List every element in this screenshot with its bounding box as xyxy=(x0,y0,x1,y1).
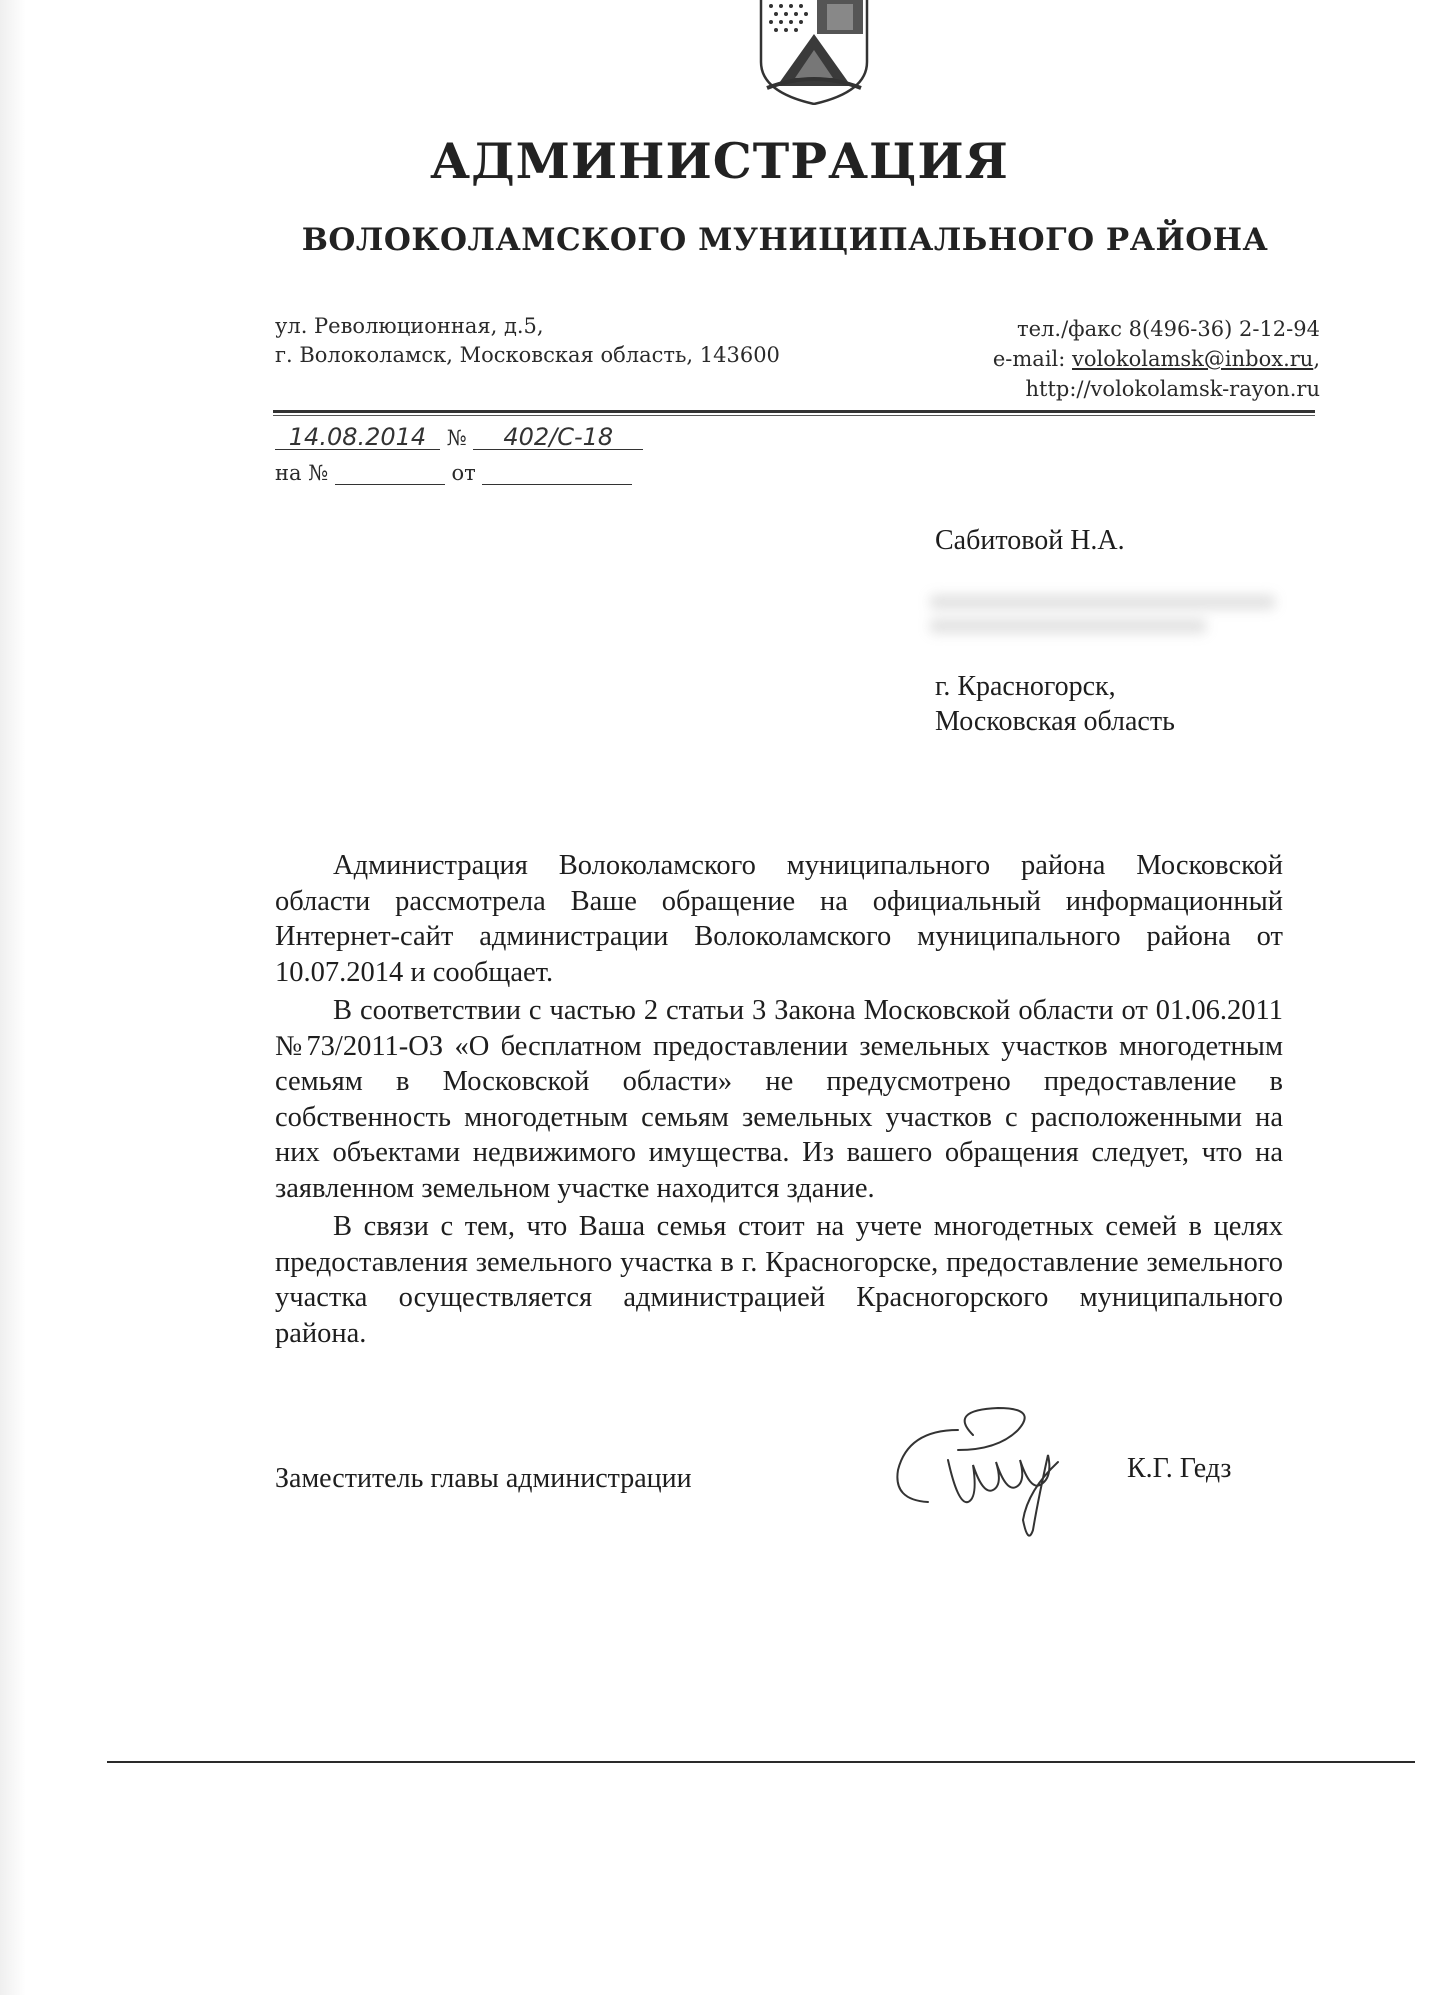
signer-name: К.Г. Гедз xyxy=(1127,1453,1232,1484)
outgoing-number: 402/С-18 xyxy=(473,425,643,450)
recipient-region: Московская область xyxy=(935,706,1175,737)
recipient-name: Сабитовой Н.А. xyxy=(935,525,1125,556)
letter-body xyxy=(275,848,1283,1354)
sender-address xyxy=(275,312,780,370)
phone-fax: тел./факс 8(496-36) 2-12-94 xyxy=(1017,317,1320,341)
website-link[interactable]: http://volokolamsk-rayon.ru xyxy=(1025,377,1320,401)
email-line xyxy=(993,344,1320,374)
page-subtitle: ВОЛОКОЛАМСКОГО МУНИЦИПАЛЬНОГО РАЙОНА xyxy=(301,222,1269,258)
reply-from-label: от xyxy=(451,461,476,485)
reply-number-label: на № xyxy=(275,461,329,485)
header-divider xyxy=(273,410,1315,413)
outgoing-registration xyxy=(275,425,643,450)
coat-of-arms-icon xyxy=(757,0,871,105)
outgoing-date: 14.08.2014 xyxy=(275,425,440,450)
body-paragraph: В связи с тем, что Ваша семья стоит на учете многодетных семей в целях предоставления земельного участка в г. Красногорске, предоставление земельного участка осуществляется администрацией Красногорского муниципального района. xyxy=(275,1211,1283,1349)
address-line: ул. Революционная, д.5, xyxy=(275,314,544,338)
page-title: АДМИНИСТРАЦИЯ xyxy=(430,132,1009,190)
number-label: № xyxy=(446,426,467,450)
footer-divider xyxy=(107,1761,1415,1763)
scan-edge xyxy=(0,0,26,1995)
reply-date-blank xyxy=(482,460,632,485)
redacted-address xyxy=(930,595,1275,655)
email-link[interactable]: volokolamsk@inbox.ru xyxy=(1072,347,1314,371)
email-suffix: , xyxy=(1313,347,1320,371)
signer-position: Заместитель главы администрации xyxy=(275,1463,692,1494)
handwritten-signature-icon xyxy=(888,1390,1078,1540)
header-divider-thin xyxy=(273,415,1315,416)
sender-contacts xyxy=(993,314,1320,404)
address-line: г. Волоколамск, Московская область, 143600 xyxy=(275,343,780,367)
recipient-city: г. Красногорск, xyxy=(935,671,1116,702)
body-paragraph: В соответствии с частью 2 статьи 3 Закона Московской области от 01.06.2011 №73/2011-ОЗ «О бесплатном предоставлении земельных участков многодетным семьям в Московской области» не предусмотрено предоставление в собственность многодетным семьям земельных участков с расположенными на них объектами недвижимого имущества. Из вашего обращения следует, что на заявленном земельном участке находится здание. xyxy=(275,995,1283,1204)
reply-number-blank xyxy=(335,460,445,485)
body-paragraph: Администрация Волоколамского муниципального района Московской области рассмотрела Ваше обращение на официальный информационный Интернет-сайт администрации Волоколамского муниципального района от 10.07.2014 и сообщает. xyxy=(275,850,1283,988)
incoming-registration xyxy=(275,460,632,485)
email-label: e-mail: xyxy=(992,347,1073,371)
